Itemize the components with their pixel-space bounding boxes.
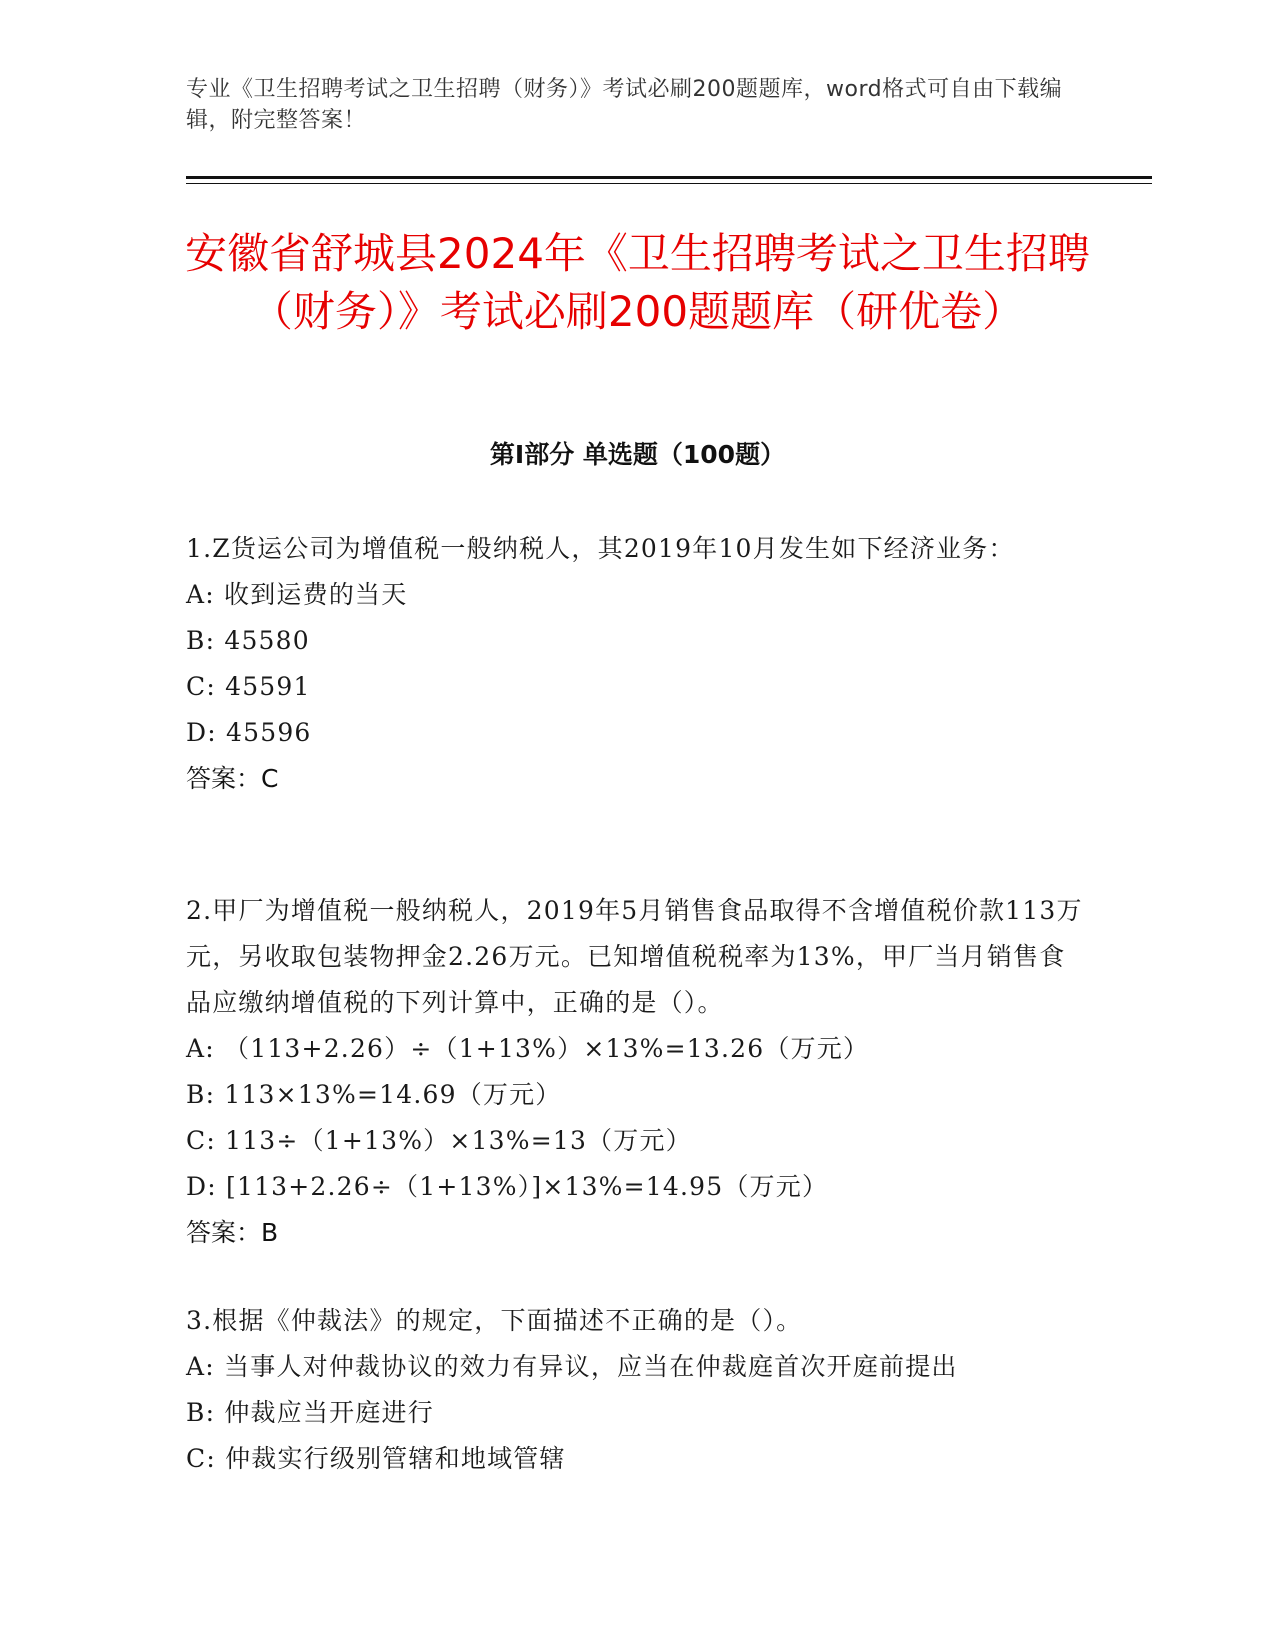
document-title: 安徽省舒城县2024年《卫生招聘考试之卫生招聘（财务）》考试必刷200题题库（研优卷） — [185, 229, 1090, 336]
header-divider-thick — [186, 176, 1152, 179]
header-divider-thin — [186, 183, 1152, 184]
option-b: B: 仲裁应当开庭进行 — [186, 1398, 434, 1427]
option-a: A: 当事人对仲裁协议的效力有异议，应当在仲裁庭首次开庭前提出 — [186, 1352, 958, 1381]
question-3 — [186, 1298, 1091, 1482]
option-b: B: 45580 — [186, 626, 310, 655]
option-c: C: 仲裁实行级别管辖和地域管辖 — [186, 1444, 566, 1473]
option-c: C: 45591 — [186, 672, 311, 701]
option-a: A: （113+2.26）÷（1+13%）×13%=13.26（万元） — [186, 1034, 870, 1063]
option-a: A: 收到运费的当天 — [186, 580, 408, 609]
option-d: D: 45596 — [186, 718, 312, 747]
question-stem: 3.根据《仲裁法》的规定，下面描述不正确的是（）。 — [186, 1306, 803, 1335]
section-title: 第Ⅰ部分 单选题（100题） — [489, 440, 786, 469]
option-c: C: 113÷（1+13%）×13%=13（万元） — [186, 1126, 692, 1155]
option-b: B: 113×13%=14.69（万元） — [186, 1080, 562, 1109]
answer: 答案：B — [186, 1218, 279, 1247]
answer: 答案：C — [186, 764, 279, 793]
question-stem: 2.甲厂为增值税一般纳税人，2019年5月销售食品取得不含增值税价款113万元，另收取包装物押金2.26万元。已知增值税税率为13%，甲厂当月销售食品应缴纳增值税的下列计算中，正确的是（）。 — [186, 896, 1083, 1017]
question-1 — [186, 526, 1091, 802]
header-note: 专业《卫生招聘考试之卫生招聘（财务）》考试必刷200题题库，word格式可自由下载编辑，附完整答案！ — [186, 77, 1063, 133]
option-d: D: [113+2.26÷（1+13%）]×13%=14.95（万元） — [186, 1172, 829, 1201]
question-2 — [186, 888, 1091, 1256]
question-stem: 1.Z货运公司为增值税一般纳税人，其2019年10月发生如下经济业务： — [186, 534, 1015, 563]
